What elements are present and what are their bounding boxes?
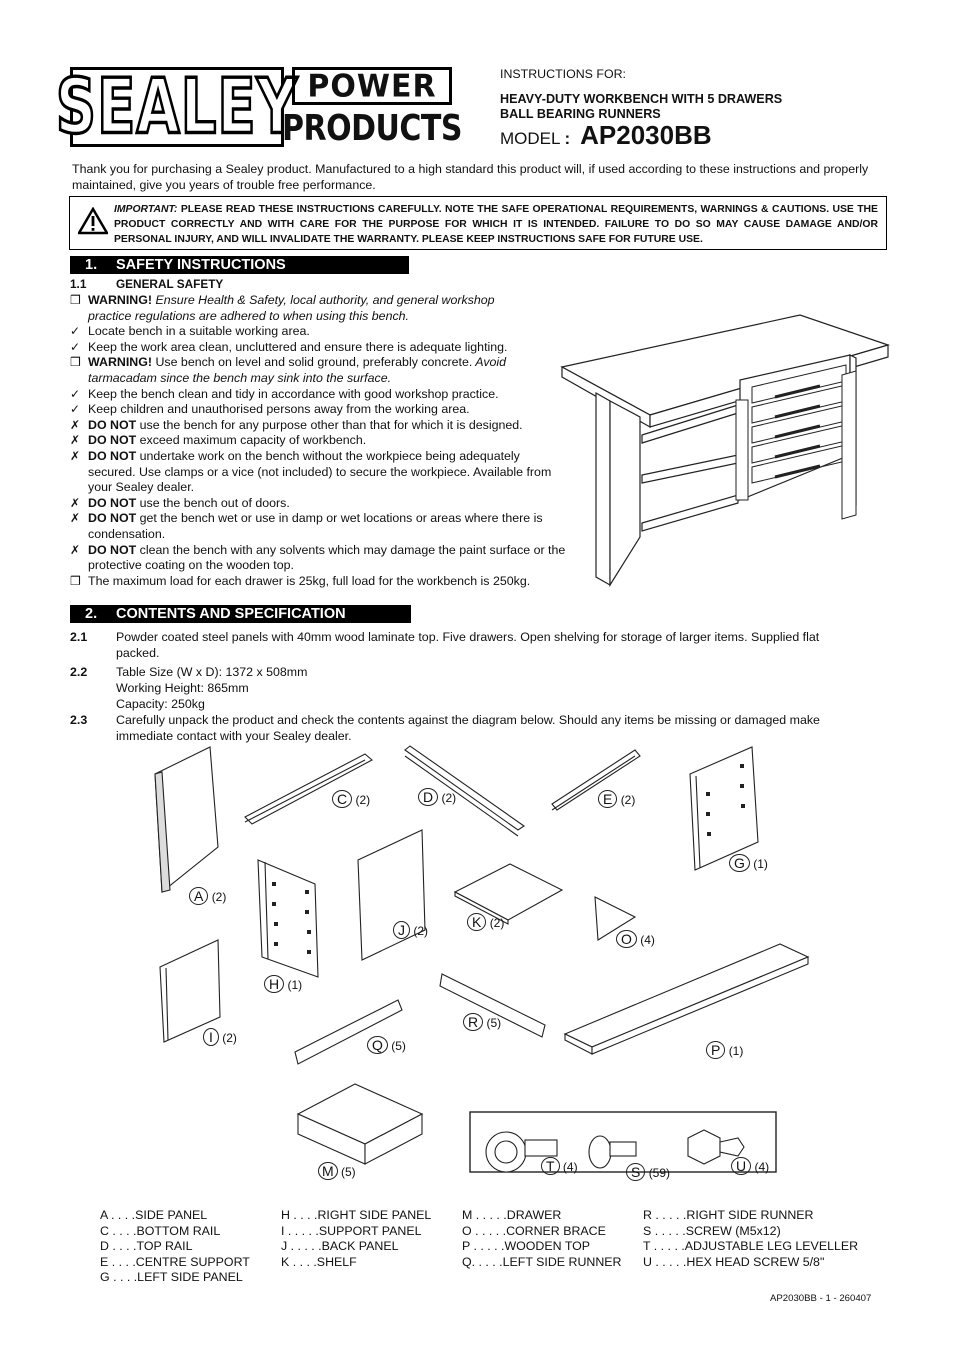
model-label: MODEL [500,129,561,148]
label-t [541,1158,578,1174]
cross-icon: ✗ [70,511,81,526]
legend-item: O . . . . .CORNER BRACE [462,1223,606,1238]
item-text: get the bench wet or use in damp or wet locations or areas where there is condensation. [88,511,543,541]
safety-item [70,543,600,574]
safety-item [70,433,600,449]
label-letter: U [731,1157,751,1175]
label-qty: (2) [489,916,505,930]
label-qty: (2) [222,1031,237,1045]
item-text: use the bench for any purpose other than that for which it is designed. [136,417,523,432]
label-qty: (2) [413,924,429,938]
safety-item [70,418,600,434]
label-letter: P [706,1041,725,1059]
product-title-line2: BALL BEARING RUNNERS [500,107,661,121]
spec-number: 2.3 [70,713,88,727]
warning-triangle-icon [78,207,108,235]
label-qty: (5) [341,1165,356,1179]
label-letter: M [318,1162,338,1180]
label-letter: E [598,790,617,808]
legend-item: K . . . .SHELF [281,1254,357,1269]
part-s-drawing [589,1136,611,1168]
subsection-title: GENERAL SAFETY [116,277,224,291]
label-qty: (2) [355,793,371,807]
item-bold: DO NOT [88,495,137,510]
item-text: Keep the bench clean and tidy in accordance with good workshop practice. [88,386,499,401]
safety-item [70,574,600,590]
item-bold: WARNING! [88,355,153,370]
label-qty: (1) [728,1044,744,1058]
spec-text: Capacity: 250kg [116,697,205,711]
label-k [467,914,504,930]
legend-item: T . . . . .ADJUSTABLE LEG LEVELLER [643,1239,859,1254]
product-title-line1: HEAVY-DUTY WORKBENCH WITH 5 DRAWERS [500,92,783,106]
label-qty: (1) [287,978,303,992]
part-i-drawing [160,940,220,1042]
section-1-number: 1. [85,257,98,273]
label-e [598,791,635,807]
legend-item: C . . . .BOTTOM RAIL [100,1223,221,1238]
legend-column-4 [643,1208,858,1270]
legend-item: D . . . .TOP RAIL [100,1239,193,1254]
label-letter: C [332,790,352,808]
label-o [616,931,655,947]
legend-column-2 [281,1208,431,1270]
cross-icon: ✗ [70,495,81,510]
section-1-heading [70,256,409,274]
item-text: use the bench out of doors. [136,495,290,510]
label-qty: (1) [753,857,768,871]
legend-column-3 [462,1208,622,1270]
subsection-number: 1.1 [70,277,87,291]
label-letter: R [463,1013,483,1031]
label-i [203,1029,237,1045]
label-qty: (4) [640,933,655,947]
label-letter: I [203,1028,219,1046]
safety-item [70,511,600,542]
section-2-heading [70,605,411,623]
item-italic: Avoid tarmacadam since the bench may sink into the surface. [88,355,507,385]
label-qty: (4) [562,1160,578,1174]
spec-text: Table Size (W x D): 1372 x 508mm [116,665,308,679]
label-s [626,1164,670,1180]
label-c [332,791,370,807]
section-2-number: 2. [85,606,98,622]
check-icon: ✓ [70,386,81,401]
safety-item [70,402,600,418]
item-text: Use bench on level and solid ground, preferably concrete. [152,355,473,370]
power-logo: POWER [292,67,452,105]
model-number: AP2030BB [580,120,712,150]
item-italic: Ensure Health & Safety, local authority, and general workshop practice regulations are adhered to when using this bench. [88,293,495,323]
label-letter: Q [367,1036,388,1054]
important-body: PLEASE READ THESE INSTRUCTIONS CAREFULLY. NOTE THE SAFE OPERATIONAL REQUIREMENTS, WARNINGS & CAUTIONS. USE THE PRODUCT CORRECTLY AND WITH CARE FOR THE PURPOSE FOR WHICH IT IS INTENDED. FAILURE TO DO SO MAY CAUSE DAMAGE AND/OR PERSONAL INJURY, AND WILL INVALIDATE THE WARRANTY. PLEASE KEEP INSTRUCTIONS SAFE FOR FUTURE USE. [114,204,878,245]
item-bold: DO NOT [88,448,137,463]
cross-icon: ✗ [70,417,81,432]
item-bold: DO NOT [88,417,137,432]
label-r [463,1014,501,1030]
legend-item: S . . . . .SCREW (M5x12) [643,1223,781,1238]
legend-item: U . . . . .HEX HEAD SCREW 5/8" [643,1254,825,1269]
spec-item [70,664,860,712]
spec-number: 2.2 [70,665,88,679]
cross-icon: ✗ [70,433,81,448]
important-lead: IMPORTANT: [114,204,178,215]
instructions-for-label: INSTRUCTIONS FOR: [500,67,626,81]
label-qty: (59) [648,1166,671,1180]
legend-item: Q. . . . .LEFT SIDE RUNNER [462,1254,622,1269]
safety-item [70,496,600,512]
spec-item [70,629,860,661]
spec-text: Powder coated steel panels with 40mm wood laminate top. Five drawers. Open shelving for storage of larger items. Supplied flat packed. [116,630,820,660]
safety-list [70,293,600,589]
spec-item [70,712,860,744]
part-j-drawing [358,830,425,960]
parts-diagram [140,742,840,1192]
label-letter: J [393,921,410,939]
legend-item: I . . . . .SUPPORT PANEL [281,1223,422,1238]
bullet-icon: ❒ [70,573,81,588]
label-letter: H [264,975,284,993]
legend-item: A . . . .SIDE PANEL [100,1208,208,1222]
legend-item: G . . . .LEFT SIDE PANEL [100,1270,243,1285]
safety-item [70,340,600,356]
model-colon: : [564,129,571,148]
legend-item: E . . . .CENTRE SUPPORT [100,1254,250,1269]
page-footer: AP2030BB - 1 - 260407 [770,1293,872,1304]
check-icon: ✓ [70,339,81,354]
legend-item: J . . . . .BACK PANEL [281,1239,399,1254]
item-bold: DO NOT [88,433,137,448]
item-text: exceed maximum capacity of workbench. [136,433,367,448]
spec-number: 2.1 [70,630,88,644]
label-d [418,789,456,805]
item-text: The maximum load for each drawer is 25kg, full load for the workbench is 250kg. [88,573,531,588]
bullet-icon: ❒ [70,293,81,307]
legend-column-1 [100,1208,250,1286]
label-qty: (2) [441,791,457,805]
safety-item [70,387,600,403]
model-line [500,120,712,151]
label-m [318,1163,356,1179]
legend-item: H . . . .RIGHT SIDE PANEL [281,1208,432,1222]
label-j [393,922,428,938]
section-1-title: SAFETY INSTRUCTIONS [116,257,286,273]
label-qty: (2) [211,890,227,904]
label-h [264,976,302,992]
products-logo: PRODUCTS [282,107,462,149]
legend-item: P . . . . .WOODEN TOP [462,1239,591,1254]
cross-icon: ✗ [70,542,81,557]
label-qty: (5) [486,1016,502,1030]
part-u-drawing [688,1130,720,1164]
part-g-drawing [690,747,758,870]
section-2-title: CONTENTS AND SPECIFICATION [116,606,346,622]
cross-icon: ✗ [70,448,81,463]
intro-text: Thank you for purchasing a Sealey product. Manufactured to a high standard this product will, if used according to these instructions and properly maintained, give you years of trouble free performance. [72,162,869,192]
product-title [500,92,880,122]
safety-item [70,293,600,324]
legend-item: M . . . . .DRAWER [462,1208,562,1222]
check-icon: ✓ [70,402,81,417]
spec-text: Working Height: 865mm [116,681,249,695]
item-bold: DO NOT [88,542,137,557]
part-q-drawing [295,1000,402,1064]
label-g [729,855,768,871]
label-qty: (2) [620,793,636,807]
label-letter: O [616,930,637,948]
label-letter: K [467,913,486,931]
item-text: Locate bench in a suitable working area. [88,324,310,339]
legend-item: R . . . . .RIGHT SIDE RUNNER [643,1208,814,1222]
label-letter: G [729,854,750,872]
safety-item [70,324,600,340]
sealey-logo: SEALEY [55,63,299,151]
label-qty: (5) [391,1039,406,1053]
label-letter: A [189,887,208,905]
bullet-icon: ❒ [70,355,81,370]
item-text: undertake work on the bench without the workpiece being adequately secured. Use clamps or a vice (not included) to secure the workpiece. Available from your Sealey dealer. [88,448,552,495]
safety-item [70,355,600,386]
check-icon: ✓ [70,324,81,339]
label-u [731,1158,769,1174]
part-p-drawing [565,944,808,1047]
subsection-1-1-heading [70,277,223,291]
safety-item [70,449,600,496]
part-k-drawing [455,864,562,920]
label-letter: S [626,1163,645,1181]
label-q [367,1037,406,1053]
item-bold: WARNING! [88,293,153,307]
item-text: clean the bench with any solvents which may damage the paint surface or the protective coating on the wooden top. [88,542,566,573]
important-notice [69,196,887,250]
label-letter: T [541,1157,560,1175]
item-text: Keep children and unauthorised persons away from the working area. [88,402,470,417]
important-text [114,202,878,247]
label-qty: (4) [754,1160,770,1174]
item-bold: DO NOT [88,511,137,526]
item-text: Keep the work area clean, uncluttered and ensure there is adequate lighting. [88,339,508,354]
workbench-illustration [560,305,890,595]
label-p [706,1042,743,1058]
label-letter: D [418,788,438,806]
spec-text: Carefully unpack the product and check the contents against the diagram below. Should any items be missing or damaged make immediate contact with your Sealey dealer. [116,713,820,743]
label-a [189,888,226,904]
